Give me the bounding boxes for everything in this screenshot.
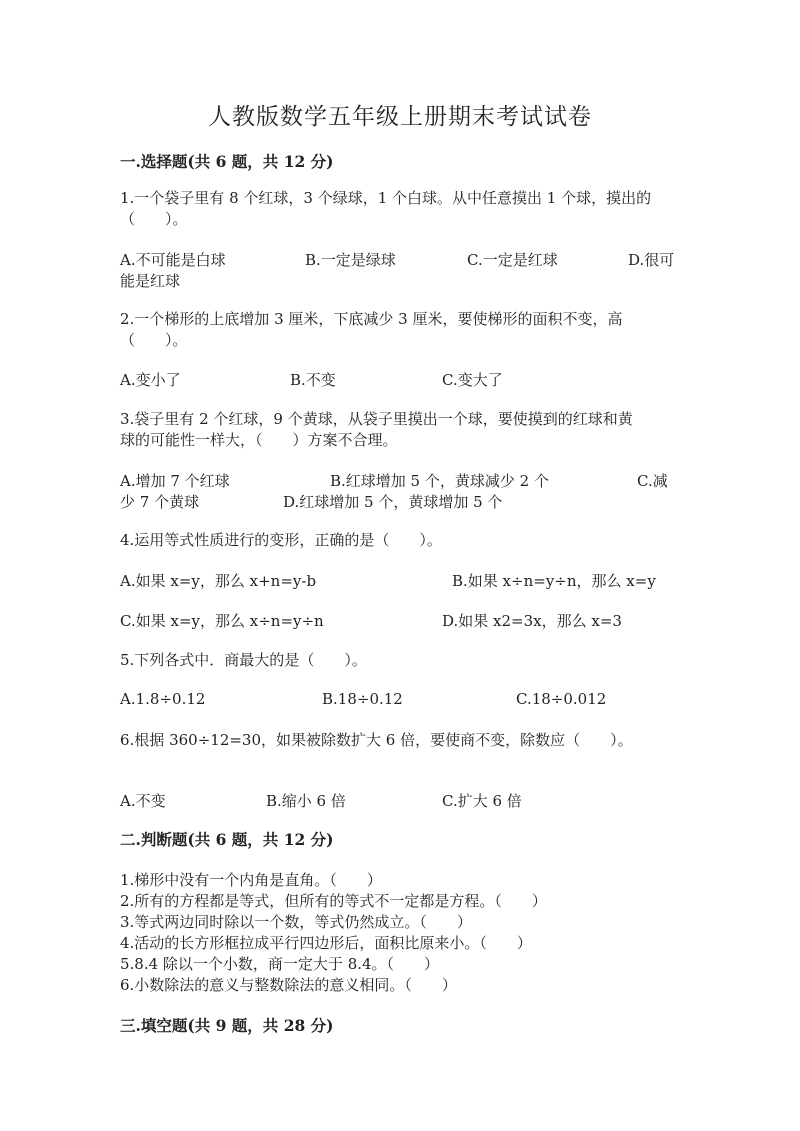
question-4-line-1: 4.运用等式性质进行的变形，正确的是（ ）。: [120, 531, 442, 549]
question-3-option-c-continued: 少 7 个黄球: [120, 493, 200, 511]
question-2-option-a: A.变小了: [120, 371, 181, 389]
judge-item: 2.所有的方程都是等式，但所有的等式不一定都是方程。（ ）: [120, 892, 547, 910]
question-3-option-c: C.减: [637, 472, 668, 490]
judge-item: 6.小数除法的意义与整数除法的意义相同。（ ）: [120, 976, 457, 994]
question-4-option-a: A.如果 x=y，那么 x+n=y-b: [120, 572, 317, 590]
question-3-line-1: 3.袋子里有 2 个红球，9 个黄球，从袋子里摸出一个球，要使摸到的红球和黄: [120, 410, 633, 428]
question-1-line-1: 1.一个袋子里有 8 个红球，3 个绿球，1 个白球。从中任意摸出 1 个球，摸出的: [120, 189, 652, 207]
question-1-option-c: C.一定是红球: [467, 251, 558, 269]
question-1-option-b: B.一定是绿球: [305, 251, 396, 269]
section-heading-fill: 三.填空题(共 9 题，共 28 分): [120, 1016, 334, 1035]
question-4-option-c: C.如果 x=y，那么 x÷n=y÷n: [120, 612, 324, 630]
question-2-option-b: B.不变: [290, 371, 336, 389]
question-6-option-b: B.缩小 6 倍: [266, 792, 346, 810]
question-3-option-d: D.红球增加 5 个，黄球增加 5 个: [283, 493, 503, 511]
question-5-option-a: A.1.8÷0.12: [120, 690, 206, 708]
question-1-option-d: D.很可: [628, 251, 675, 269]
question-6-option-c: C.扩大 6 倍: [442, 792, 522, 810]
question-3-option-b: B.红球增加 5 个，黄球减少 2 个: [330, 472, 549, 490]
judge-item: 1.梯形中没有一个内角是直角。（ ）: [120, 871, 382, 889]
question-2-option-c: C.变大了: [442, 371, 503, 389]
page-title: 人教版数学五年级上册期末考试试卷: [208, 104, 592, 130]
question-3-line-2: 球的可能性一样大，（ ）方案不合理。: [120, 431, 398, 449]
question-4-option-b: B.如果 x÷n=y÷n，那么 x=y: [452, 572, 656, 590]
question-2-line-1: 2.一个梯形的上底增加 3 厘米，下底减少 3 厘米，要使梯形的面积不变，高: [120, 310, 623, 328]
question-5-option-b: B.18÷0.12: [322, 690, 403, 708]
question-3-option-a: A.增加 7 个红球: [120, 472, 230, 490]
question-1-line-2: （ ）。: [120, 210, 188, 228]
question-1-option-d-continued: 能是红球: [120, 272, 181, 290]
question-1-option-a: A.不可能是白球: [120, 251, 226, 269]
question-5-line-1: 5.下列各式中．商最大的是（ ）。: [120, 651, 367, 669]
question-4-option-d: D.如果 x2=3x，那么 x=3: [442, 612, 622, 630]
judge-item: 3.等式两边同时除以一个数，等式仍然成立。（ ）: [120, 913, 472, 931]
question-6-option-a: A.不变: [120, 792, 166, 810]
section-heading-judge: 二.判断题(共 6 题，共 12 分): [120, 830, 334, 849]
question-6-line-1: 6.根据 360÷12=30，如果被除数扩大 6 倍，要使商不变，除数应（ ）。: [120, 731, 633, 749]
question-5-option-c: C.18÷0.012: [516, 690, 607, 708]
judge-item: 5.8.4 除以一个小数，商一定大于 8.4。（ ）: [120, 955, 440, 973]
question-2-line-2: （ ）。: [120, 331, 188, 349]
judge-item: 4.活动的长方形框拉成平行四边形后，面积比原来小。（ ）: [120, 934, 532, 952]
section-heading-choice: 一.选择题(共 6 题，共 12 分): [120, 152, 334, 171]
